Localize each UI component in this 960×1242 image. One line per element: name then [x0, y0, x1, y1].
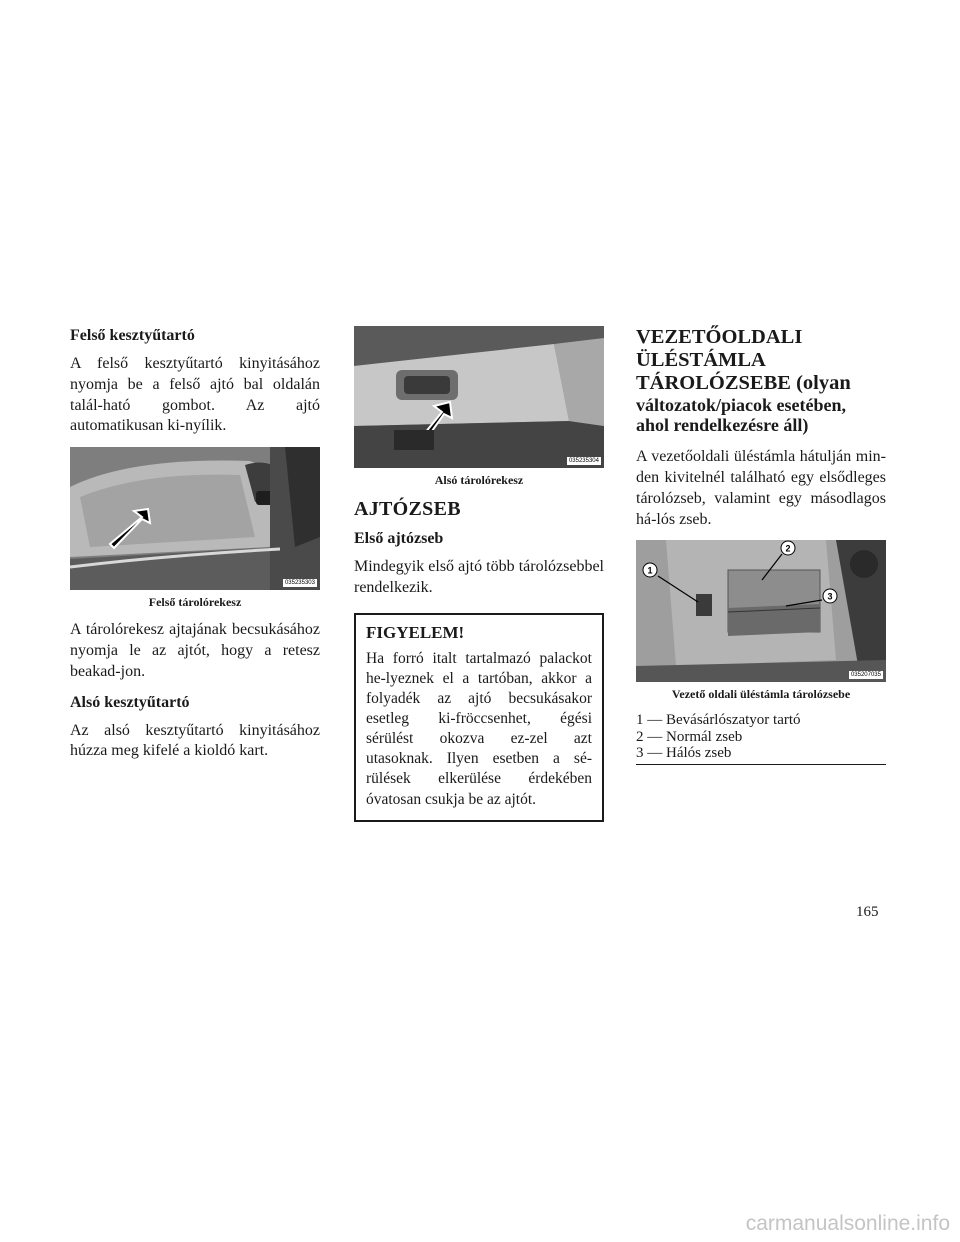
callout-3: 3 — [827, 591, 833, 602]
figure-code: 035207035 — [850, 672, 881, 679]
lower-glovebox-illustration — [354, 326, 604, 468]
lower-glovebox-caption: Alsó tárolórekesz — [434, 473, 524, 487]
lower-glovebox-open-text: Az alsó kesztyűtartó kinyitásához húzza meg kifelé a kioldó kart. — [70, 721, 320, 760]
lower-glovebox-figure — [354, 326, 604, 468]
seatback-pocket-caption: Vezető oldali üléstámla tárolózsebe — [671, 687, 851, 702]
middle-column — [354, 326, 604, 822]
callout-1: 1 — [647, 565, 653, 576]
upper-glovebox-illustration — [70, 447, 320, 590]
front-door-pocket-text: Mindegyik első ajtó több tárolózsebbel rendelkezik. — [354, 558, 604, 596]
legend-item: 3 — Hálós zseb — [636, 745, 732, 762]
left-column — [70, 326, 320, 772]
seatback-pocket-title — [636, 326, 886, 435]
watermark-text: carmanualsonline.info — [745, 1212, 950, 1235]
upper-glovebox-close-text: A tárolórekesz ajtajának becsukásához nyomja le az ajtót, hogy a retesz beakad-jon. — [70, 621, 320, 680]
title-line: ahol rendelkezésre áll) — [636, 415, 809, 436]
front-door-pocket-heading: Első ajtózseb — [354, 530, 444, 547]
warning-title: FIGYELEM! — [366, 622, 465, 642]
title-line: VEZETŐOLDALI — [636, 326, 803, 348]
door-pocket-section-title: AJTÓZSEB — [354, 498, 461, 520]
upper-glovebox-caption: Felső tárolórekesz — [148, 595, 242, 610]
seatback-pocket-illustration — [636, 540, 886, 682]
upper-glovebox-heading: Felső kesztyűtartó — [70, 327, 195, 344]
warning-text: Ha forró italt tartalmazó palackot he-lyeznek el a tartóban, akkor a folyadék az ajtó becsukásakor esetleg ki-fröccsenhet, égési sérülést okozva ez-zel azt utasoknak. Ilyen esetben a sé-rülések elkerülése érdekében óvatosan csukja be az ajtót. — [366, 649, 592, 808]
title-line: TÁROLÓZSEBE (olyan — [636, 371, 851, 394]
lower-glovebox-heading: Alsó kesztyűtartó — [70, 693, 190, 711]
legend-item: 2 — Normál zseb — [636, 728, 743, 745]
right-column — [636, 326, 886, 765]
legend-item: 1 — Bevásárlószatyor tartó — [636, 712, 801, 729]
callout-2: 2 — [785, 543, 791, 554]
figure-legend — [636, 712, 886, 765]
warning-box — [354, 613, 604, 822]
figure-code: 035235304 — [568, 458, 599, 464]
upper-glovebox-figure — [70, 447, 320, 590]
title-line: ÜLÉSTÁMLA — [636, 348, 766, 371]
figure-code: 035235303 — [284, 580, 315, 587]
upper-glovebox-open-text: A felső kesztyűtartó kinyitásához nyomja be a felső ajtó bal oldalán talál-ható gombot. Az ajtó automatikusan ki-nyílik. — [70, 355, 320, 435]
page-number: 165 — [856, 904, 879, 920]
title-line: változatok/piacok esetében, — [636, 394, 846, 415]
seatback-pocket-figure — [636, 540, 886, 682]
seatback-pocket-text: A vezetőoldali üléstámla hátulján min-den kivitelnél található egy elsődleges tárolózseb, valamint egy másodlagos há-lós zseb. — [636, 448, 886, 528]
